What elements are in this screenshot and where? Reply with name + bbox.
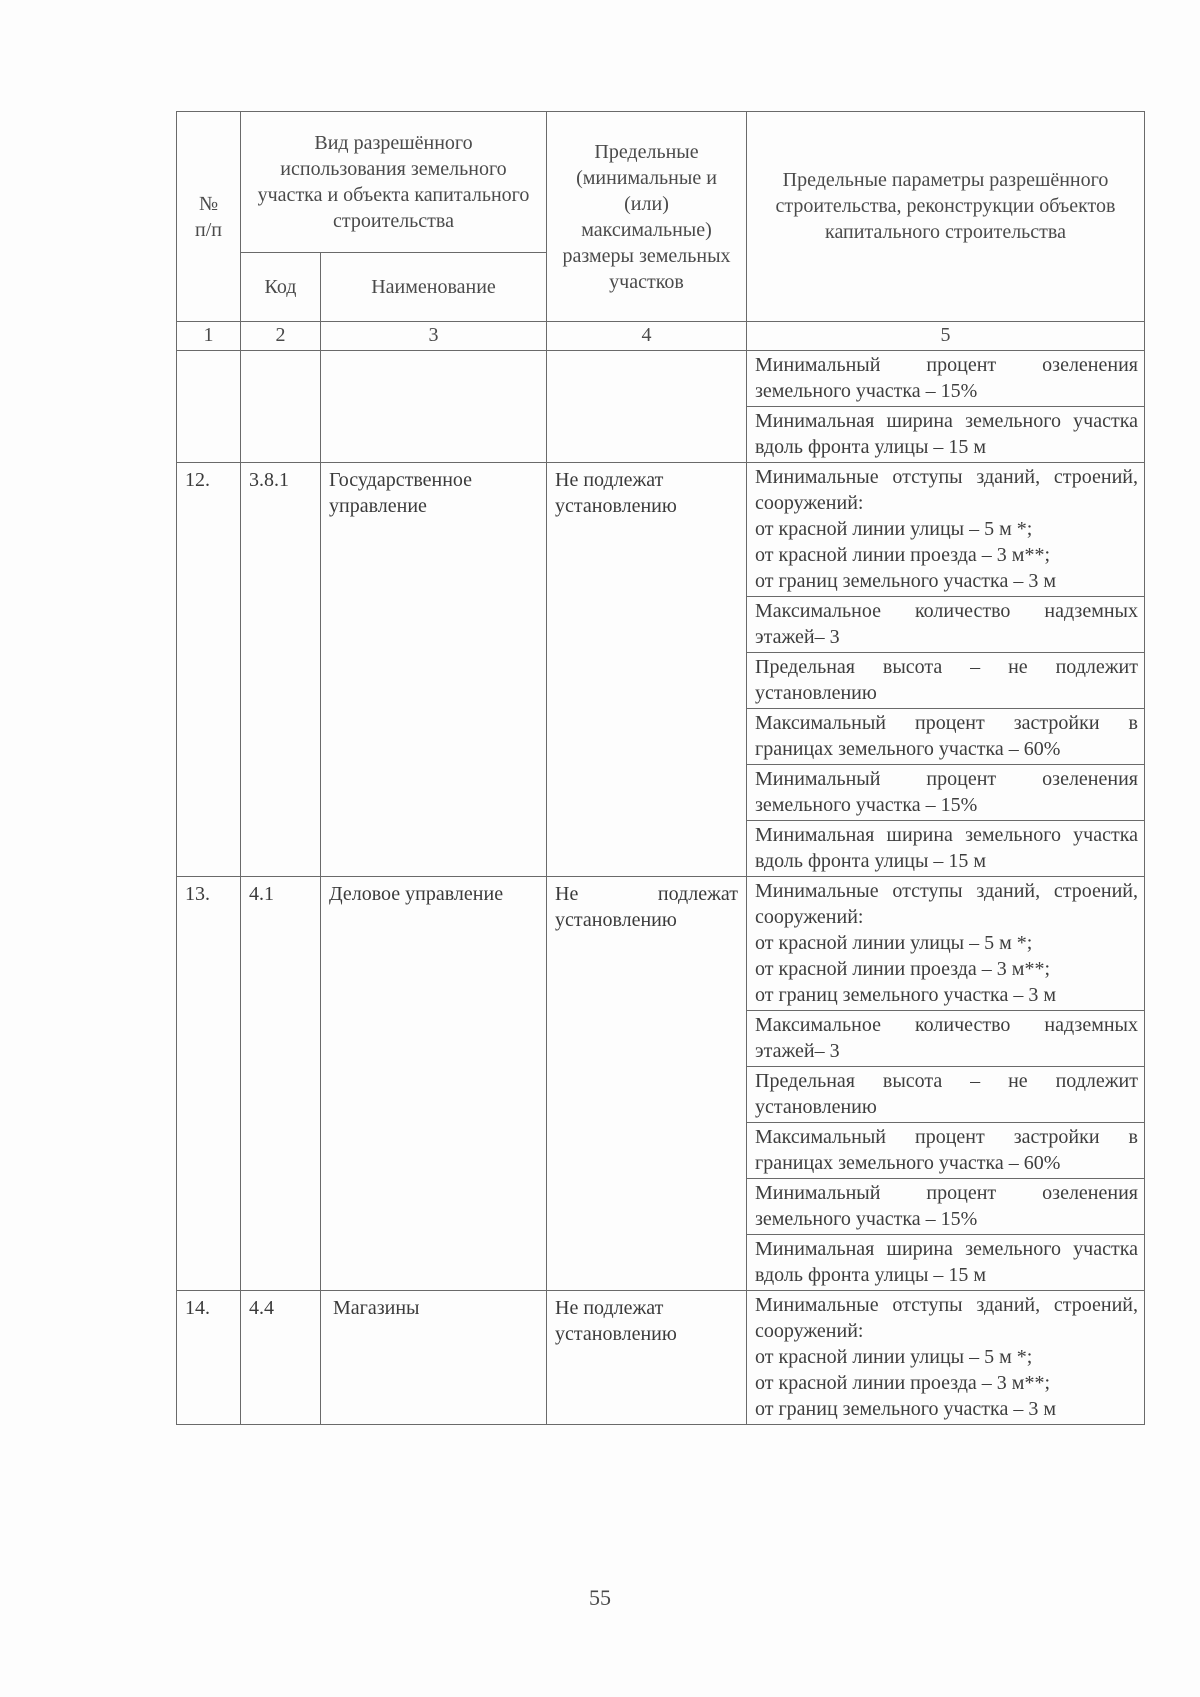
param-item: Минимальный процент озеленения земельного участка – 15%: [747, 765, 1144, 821]
param-item: Максимальное количество надземных этажей– 3: [747, 597, 1144, 653]
empty-cell: [241, 351, 321, 463]
empty-cell: [177, 351, 241, 463]
row-code: 3.8.1: [241, 463, 321, 877]
row-name: Магазины: [321, 1291, 547, 1425]
row-code: 4.1: [241, 877, 321, 1291]
table-row: [177, 877, 1145, 1291]
param-item: Минимальная ширина земельного участка вдоль фронта улицы – 15 м: [755, 410, 1138, 458]
param-item: Максимальный процент застройки в границах земельного участка – 60%: [747, 1123, 1144, 1179]
param-item: Минимальные отступы зданий, строений, сооружений: от красной линии улицы – 5 м *; от красной линии проезда – 3 м**; от границ земельного участка – 3 м: [747, 877, 1144, 1011]
param-item: Предельная высота – не подлежит установлению: [747, 1067, 1144, 1123]
row-sizes: Не подлежат установлению: [547, 877, 747, 1291]
empty-cell: [547, 351, 747, 463]
row-number: 13.: [177, 877, 241, 1291]
param-item: Минимальная ширина земельного участка вдоль фронта улицы – 15 м: [755, 1238, 1138, 1286]
continuation-row: [177, 351, 1145, 463]
header-params: Предельные параметры разрешённого строительства, реконструкции объектов капитального строительства: [747, 112, 1145, 322]
params-cell: [747, 351, 1145, 463]
params-cell: [747, 877, 1145, 1291]
param-item: Минимальные отступы зданий, строений, сооружений: от красной линии улицы – 5 м *; от красной линии проезда – 3 м**; от границ земельного участка – 3 м: [755, 1294, 1138, 1420]
row-sizes: Не подлежат установлению: [547, 1291, 747, 1425]
table-header-row: [177, 112, 1145, 253]
param-item: Минимальная ширина земельного участка вдоль фронта улицы – 15 м: [755, 824, 1138, 872]
row-sizes: Не подлежат установлению: [547, 463, 747, 877]
column-number: 4: [547, 322, 747, 351]
param-item: Минимальные отступы зданий, строений, сооружений: от красной линии улицы – 5 м *; от красной линии проезда – 3 м**; от границ земельного участка – 3 м: [747, 463, 1144, 597]
regulations-table: [176, 111, 1145, 1425]
param-item: Минимальный процент озеленения земельного участка – 15%: [747, 351, 1144, 407]
row-number: 14.: [177, 1291, 241, 1425]
row-number: 12.: [177, 463, 241, 877]
table-row: [177, 1291, 1145, 1425]
empty-cell: [321, 351, 547, 463]
param-item: Максимальное количество надземных этажей– 3: [747, 1011, 1144, 1067]
column-number: 5: [747, 322, 1145, 351]
row-name: Государственное управление: [321, 463, 547, 877]
params-cell: [747, 1291, 1145, 1425]
page-number: 55: [589, 1585, 611, 1610]
table-row: [177, 463, 1145, 877]
header-sizes: Предельные (минимальные и (или) максимальные) размеры земельных участков: [547, 112, 747, 322]
column-number: 1: [177, 322, 241, 351]
header-view-group: Вид разрешённого использования земельного участка и объекта капитального строительства: [241, 112, 547, 253]
column-number: 3: [321, 322, 547, 351]
row-name: Деловое управление: [321, 877, 547, 1291]
column-number: 2: [241, 322, 321, 351]
row-code: 4.4: [241, 1291, 321, 1425]
column-numbers-row: [177, 322, 1145, 351]
header-num: № п/п: [177, 112, 241, 322]
param-item: Максимальный процент застройки в границах земельного участка – 60%: [747, 709, 1144, 765]
header-name: Наименование: [321, 253, 547, 322]
header-code: Код: [241, 253, 321, 322]
params-cell: [747, 463, 1145, 877]
param-item: Предельная высота – не подлежит установлению: [747, 653, 1144, 709]
param-item: Минимальный процент озеленения земельного участка – 15%: [747, 1179, 1144, 1235]
